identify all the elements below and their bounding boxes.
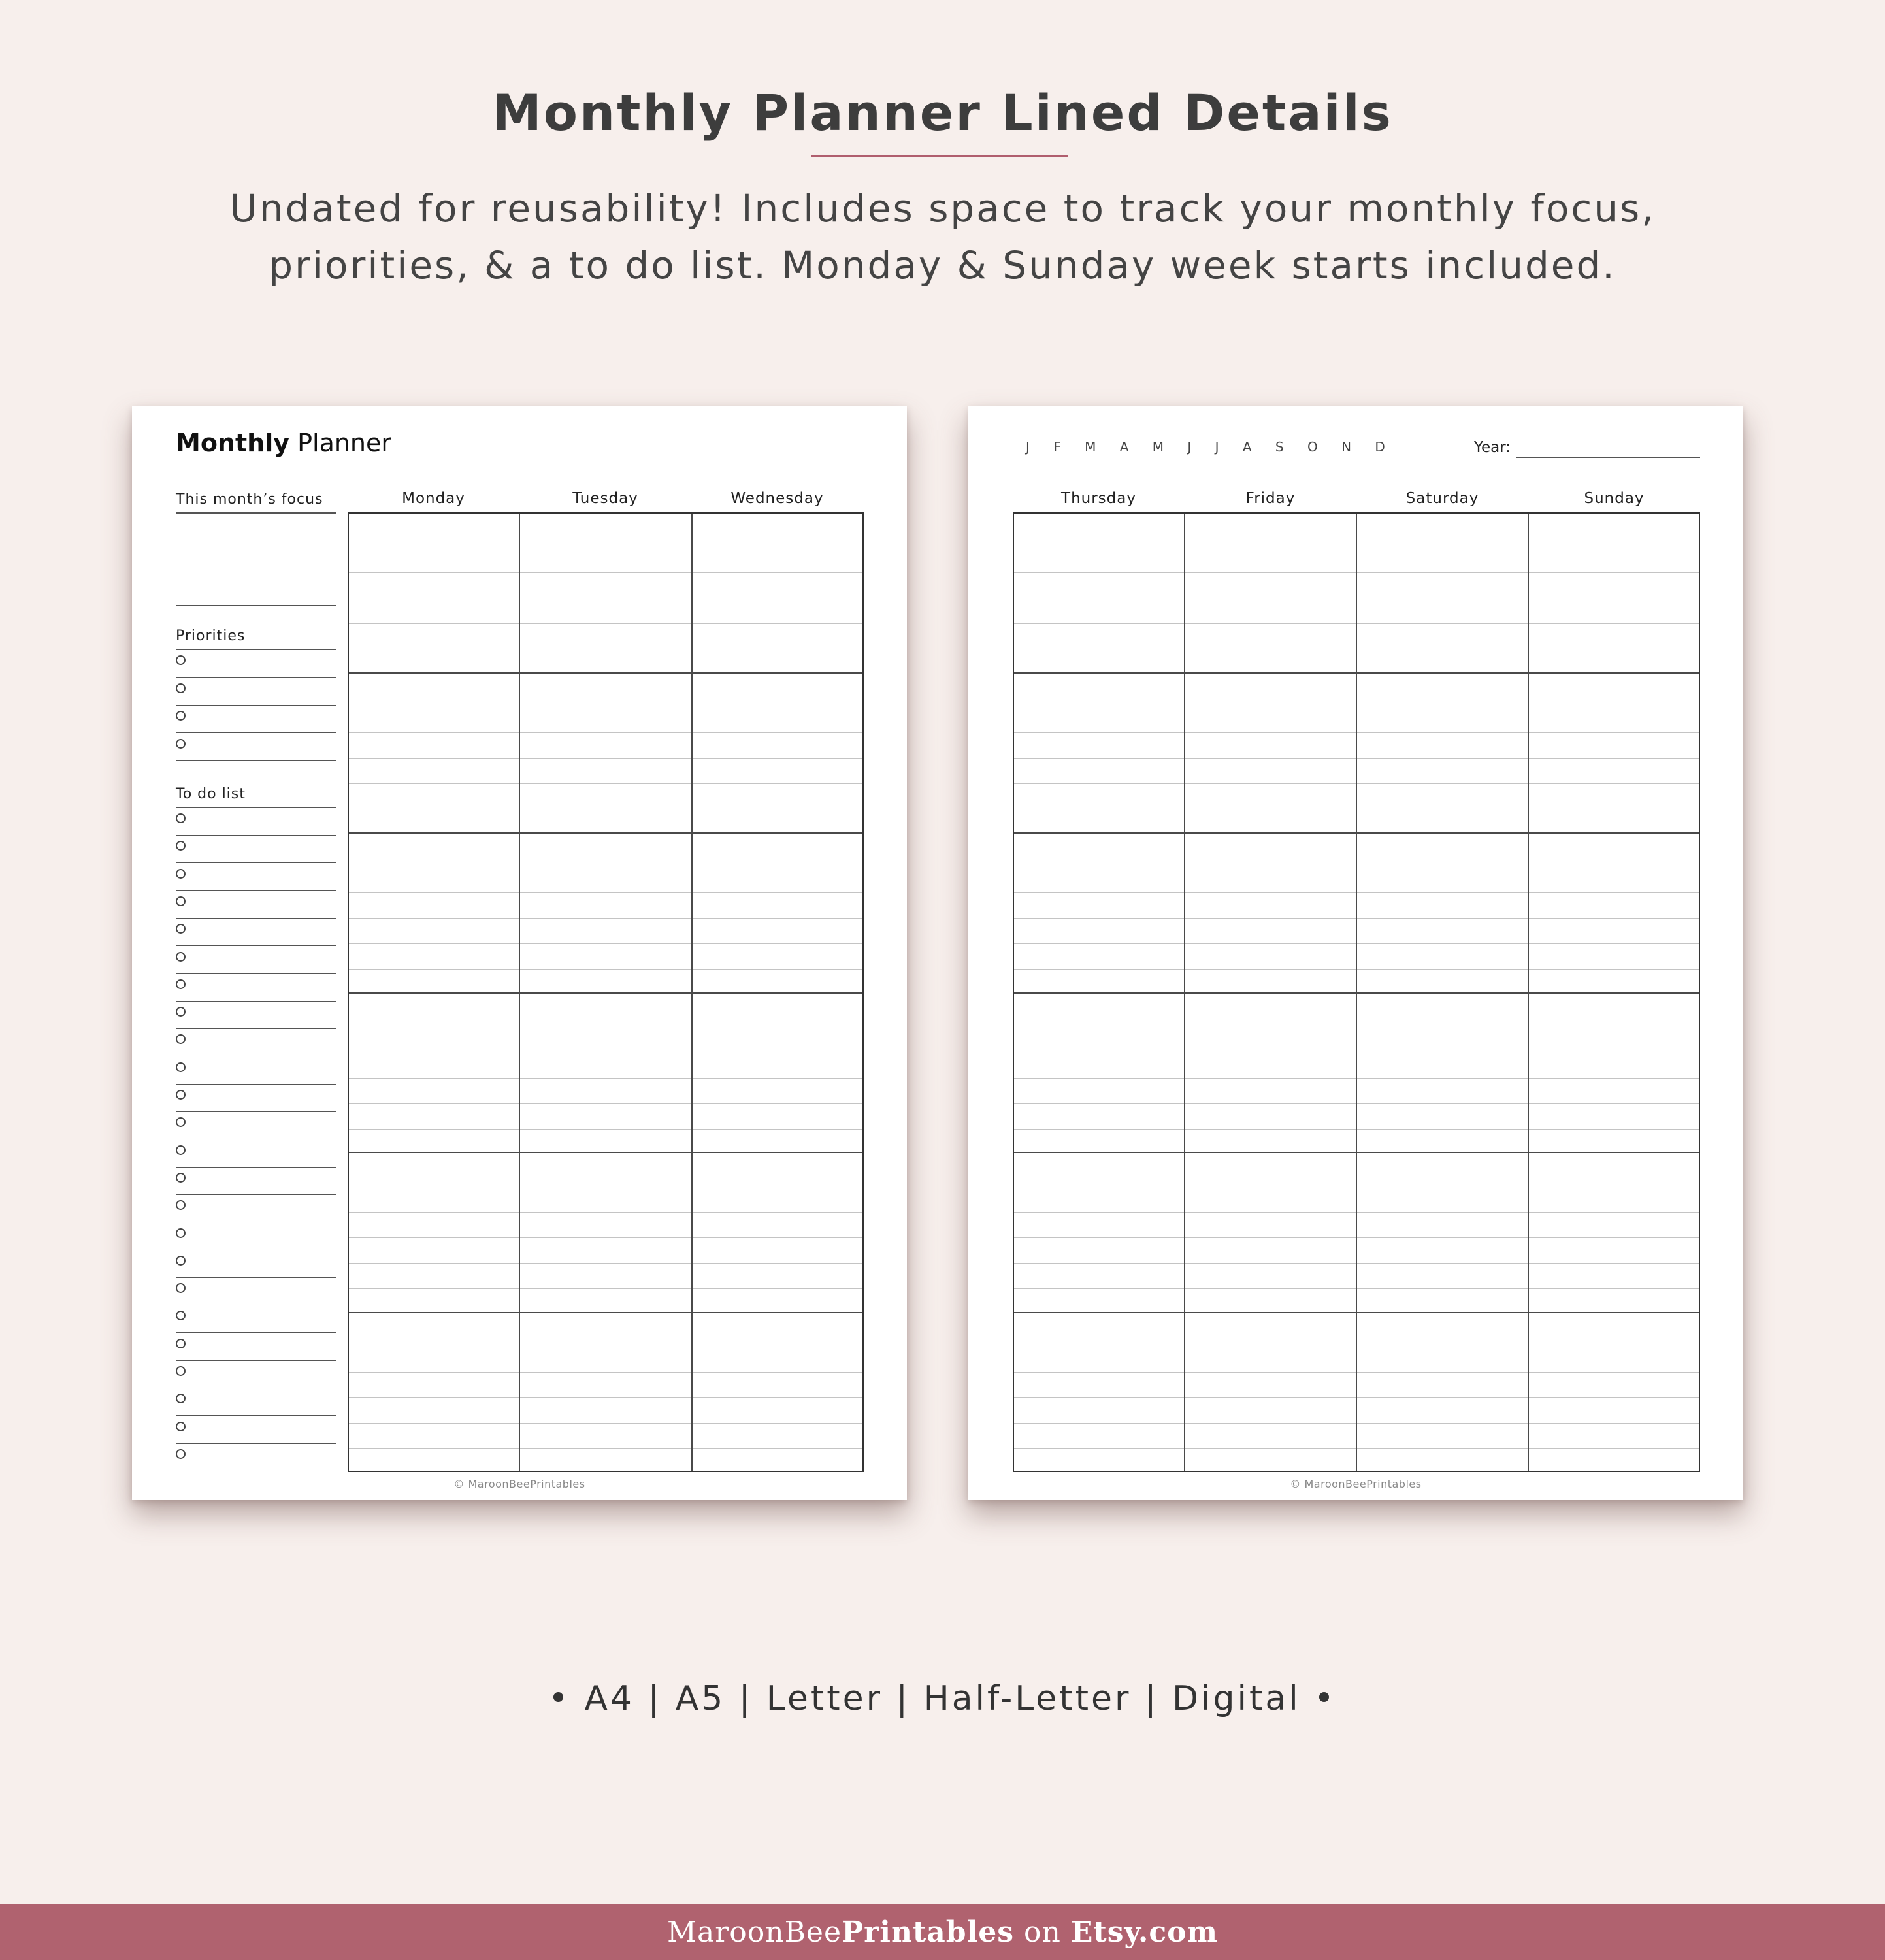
todo-checkbox-icon[interactable]: [176, 1117, 186, 1127]
grid-frame: [348, 512, 864, 1472]
day-label-wednesday: Wednesday: [730, 490, 824, 507]
todo-line: [176, 1194, 336, 1195]
priority-line: [176, 732, 336, 733]
priority-checkbox-icon[interactable]: [176, 739, 186, 749]
priority-checkbox-icon[interactable]: [176, 683, 186, 693]
day-label-friday: Friday: [1245, 490, 1296, 507]
year-input-line: [1516, 457, 1700, 458]
todo-line: [176, 1443, 336, 1444]
planner-title: [176, 429, 391, 457]
planner-title-regular: Planner: [297, 429, 392, 457]
day-label-saturday: Saturday: [1405, 490, 1479, 507]
day-label-sunday: Sunday: [1584, 490, 1645, 507]
banner-brand-light: MaroonBee: [666, 1916, 842, 1949]
todo-checkbox-icon[interactable]: [176, 1256, 186, 1266]
todo-line: [176, 835, 336, 836]
todo-checkbox-icon[interactable]: [176, 924, 186, 934]
todo-checkbox-icon[interactable]: [176, 1062, 186, 1072]
todo-checkbox-icon[interactable]: [176, 896, 186, 906]
left-page-footer: © MaroonBeePrintables: [453, 1478, 585, 1490]
day-label-monday: Monday: [402, 490, 465, 507]
subtitle-line-1: Undated for reusability! Includes space to track your monthly focus,: [229, 186, 1656, 231]
todo-line: [176, 1360, 336, 1361]
todo-checkbox-icon[interactable]: [176, 869, 186, 879]
year-label: Year:: [1474, 439, 1511, 456]
focus-label: This month’s focus: [176, 491, 323, 508]
focus-label-rule: [176, 512, 336, 514]
focus-bottom-rule: [176, 605, 336, 606]
todo-line: [176, 1001, 336, 1002]
priorities-label-rule: [176, 649, 336, 650]
todo-checkbox-icon[interactable]: [176, 1173, 186, 1183]
left-planner-page: [132, 406, 907, 1500]
todo-line: [176, 945, 336, 946]
todo-checkbox-icon[interactable]: [176, 841, 186, 851]
todo-checkbox-icon[interactable]: [176, 813, 186, 823]
priority-checkbox-icon[interactable]: [176, 655, 186, 665]
todo-checkbox-icon[interactable]: [176, 1422, 186, 1431]
todo-line: [176, 973, 336, 974]
todo-checkbox-icon[interactable]: [176, 979, 186, 989]
todo-line: [176, 1167, 336, 1168]
priority-line: [176, 677, 336, 678]
priority-line: [176, 760, 336, 761]
todo-line: [176, 918, 336, 919]
todo-line: [176, 1111, 336, 1112]
planner-title-bold: Monthly: [176, 429, 289, 457]
todo-line: [176, 1277, 336, 1278]
shop-banner[interactable]: [0, 1904, 1885, 1960]
priority-checkbox-icon[interactable]: [176, 711, 186, 721]
todo-line: [176, 862, 336, 863]
subtitle-line-2: priorities, & a to do list. Monday & Sunday week starts included.: [269, 243, 1616, 287]
todo-line: [176, 1084, 336, 1085]
todo-checkbox-icon[interactable]: [176, 1283, 186, 1293]
page-title: Monthly Planner Lined Details: [492, 84, 1393, 142]
calendar-grid-right: [1013, 512, 1700, 1472]
priority-line: [176, 705, 336, 706]
todo-checkbox-icon[interactable]: [176, 952, 186, 962]
todo-label: To do list: [176, 786, 246, 802]
day-label-tuesday: Tuesday: [572, 490, 638, 507]
available-formats: • A4 | A5 | Letter | Half-Letter | Digital •: [548, 1679, 1337, 1718]
todo-line: [176, 1332, 336, 1333]
calendar-grid-left: [348, 512, 864, 1472]
todo-line: [176, 1028, 336, 1029]
day-label-thursday: Thursday: [1061, 490, 1136, 507]
banner-brand-bold: Printables: [842, 1916, 1015, 1949]
todo-checkbox-icon[interactable]: [176, 1090, 186, 1100]
todo-line: [176, 1415, 336, 1416]
todo-checkbox-icon[interactable]: [176, 1007, 186, 1017]
month-letters: J F M A M J J A S O N D: [1026, 439, 1386, 455]
right-page-footer: © MaroonBeePrintables: [1290, 1478, 1422, 1490]
todo-checkbox-icon[interactable]: [176, 1366, 186, 1376]
todo-line: [176, 890, 336, 891]
todo-checkbox-icon[interactable]: [176, 1228, 186, 1238]
todo-checkbox-icon[interactable]: [176, 1449, 186, 1459]
todo-checkbox-icon[interactable]: [176, 1145, 186, 1155]
todo-checkbox-icon[interactable]: [176, 1200, 186, 1210]
todo-checkbox-icon[interactable]: [176, 1339, 186, 1348]
todo-checkbox-icon[interactable]: [176, 1394, 186, 1403]
banner-site: Etsy.com: [1070, 1916, 1219, 1949]
priorities-label: Priorities: [176, 628, 246, 644]
title-underline: [811, 155, 1068, 157]
banner-joiner: on: [1014, 1916, 1071, 1949]
todo-label-rule: [176, 807, 336, 808]
todo-checkbox-icon[interactable]: [176, 1034, 186, 1044]
right-planner-page: [968, 406, 1743, 1500]
todo-checkbox-icon[interactable]: [176, 1311, 186, 1320]
grid-frame: [1013, 512, 1700, 1472]
